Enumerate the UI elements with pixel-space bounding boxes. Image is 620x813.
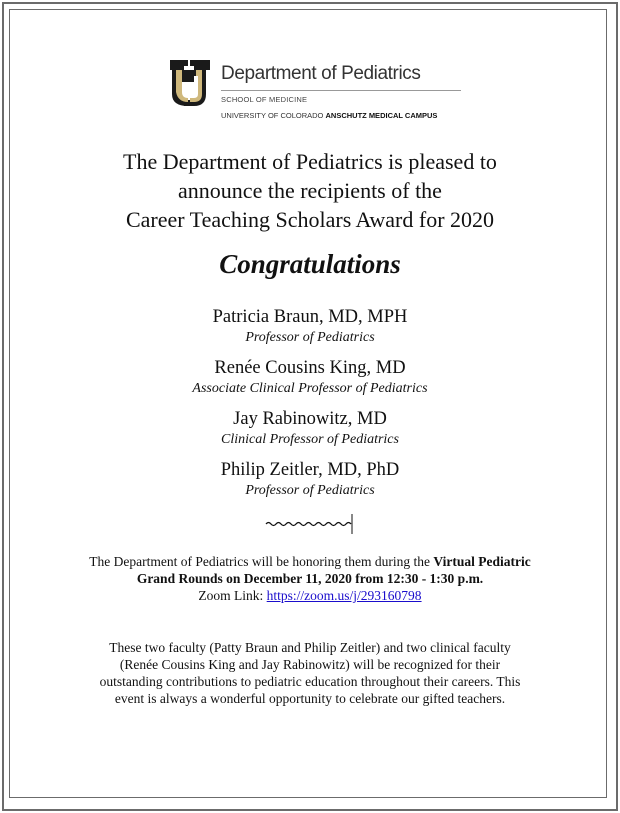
headline xyxy=(0,147,620,234)
paragraph-line: event is always a wonderful opportunity to celebrate our gifted teachers. xyxy=(114,691,506,706)
headline-line: announce the recipients of the xyxy=(178,178,442,203)
headline-line: Career Teaching Scholars Award for 2020 xyxy=(125,207,495,232)
recipient-name: Philip Zeitler, MD, PhD xyxy=(220,460,400,480)
event-name: Virtual Pediatric xyxy=(433,554,531,569)
wavy-divider xyxy=(264,514,364,534)
zoom-label: Zoom Link: xyxy=(198,588,267,603)
recipient xyxy=(0,408,620,450)
campus-name: UNIVERSITY OF COLORADO ANSCHUTZ MEDICAL CAMPUS xyxy=(221,111,438,120)
headline-line: The Department of Pediatrics is pleased to xyxy=(123,149,497,174)
cu-logo-icon xyxy=(168,56,212,110)
zoom-link[interactable]: https://zoom.us/j/293160798 xyxy=(266,588,422,603)
recipient-title: Associate Clinical Professor of Pediatrics xyxy=(192,381,428,396)
recipient xyxy=(0,459,620,501)
recipient xyxy=(0,306,620,348)
department-logo xyxy=(168,56,468,126)
event-details xyxy=(40,553,580,604)
paragraph-line: These two faculty (Patty Braun and Philip Zeitler) and two clinical faculty xyxy=(109,640,511,655)
recipient-name: Jay Rabinowitz, MD xyxy=(233,409,387,429)
recipient-title: Professor of Pediatrics xyxy=(245,483,375,498)
recipient-title: Clinical Professor of Pediatrics xyxy=(221,432,399,447)
event-date-time: Grand Rounds on December 11, 2020 from 12:30 - 1:30 p.m. xyxy=(136,571,484,586)
recipient xyxy=(0,357,620,399)
paragraph-line: (Renée Cousins King and Jay Rabinowitz) will be recognized for their xyxy=(119,657,501,672)
recipient-title: Professor of Pediatrics xyxy=(245,330,375,345)
recipient-name: Patricia Braun, MD, MPH xyxy=(212,307,408,327)
department-name: Department of Pediatrics xyxy=(221,63,421,84)
paragraph-line: outstanding contributions to pediatric education throughout their careers. This xyxy=(99,674,521,689)
recognition-paragraph xyxy=(40,639,580,707)
recipient-name: Renée Cousins King, MD xyxy=(214,358,406,378)
school-name: SCHOOL OF MEDICINE xyxy=(221,95,308,104)
logo-divider xyxy=(221,90,461,91)
event-text: The Department of Pediatrics will be honoring them during the xyxy=(89,554,434,569)
congratulations-heading: Congratulations xyxy=(219,249,401,279)
